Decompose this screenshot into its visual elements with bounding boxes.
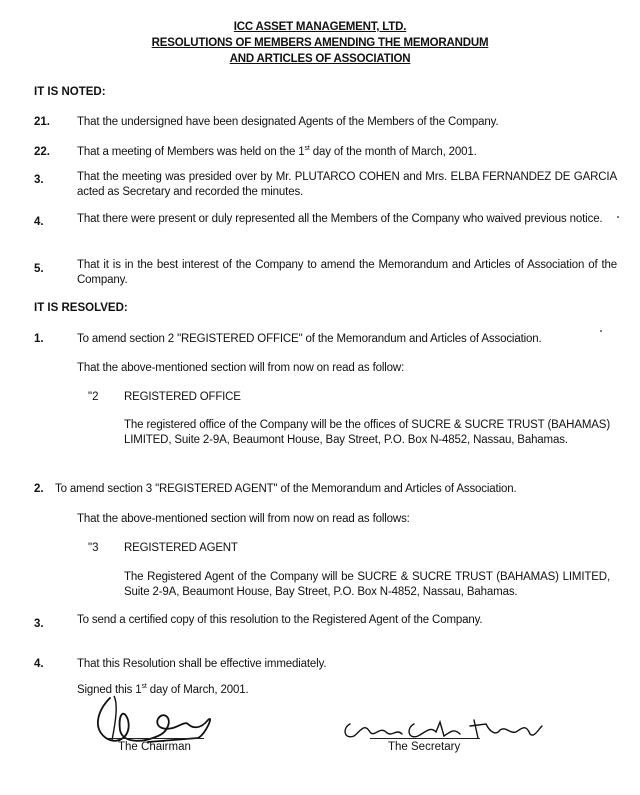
chairman-label: The Chairman xyxy=(118,741,191,753)
amended-section-number: "3 xyxy=(88,542,99,554)
secretary-label: The Secretary xyxy=(388,741,461,753)
noted-item-number: 22. xyxy=(34,146,50,158)
resolved-label: IT IS RESOLVED: xyxy=(34,302,128,314)
noted-item-text: That a meeting of Members was held on the 1st day of the month of March, 2001. xyxy=(77,145,477,158)
resolution-title-line-2: AND ARTICLES OF ASSOCIATION xyxy=(229,53,411,65)
scan-speck xyxy=(600,330,602,332)
resolved-item-number: 1. xyxy=(34,333,44,345)
noted-item-text: That there were present or duly represented all the Members of the Company who waived previous notice. xyxy=(77,213,603,225)
amended-section-title: REGISTERED AGENT xyxy=(124,542,238,554)
resolved-item-text: That this Resolution shall be effective immediately. xyxy=(77,658,327,670)
resolved-item-number: 2. xyxy=(34,483,44,495)
resolved-item-text: To send a certified copy of this resolution to the Registered Agent of the Company. xyxy=(77,614,483,626)
noted-label: IT IS NOTED: xyxy=(34,86,106,98)
signed-date-line: Signed this 1st day of March, 2001. xyxy=(77,683,249,696)
resolved-item-intro: That the above-mentioned section will from now on read as follow: xyxy=(77,362,405,374)
amended-section-text: The Registered Agent of the Company will be SUCRE & SUCRE TRUST (BAHAMAS) LIMITED, Suite 2-9A, Beaumont House, Bay Street, P.O. Box N-4852, Nassau, Bahamas. xyxy=(124,571,610,598)
amended-section-title: REGISTERED OFFICE xyxy=(124,391,241,403)
resolved-item-number: 3. xyxy=(34,618,44,630)
resolved-item-text: To amend section 2 "REGISTERED OFFICE" of the Memorandum and Articles of Association. xyxy=(77,333,542,345)
noted-item-text: That it is in the best interest of the Company to amend the Memorandum and Articles of Association of the Company. xyxy=(77,259,617,286)
noted-item-number: 5. xyxy=(34,263,44,275)
noted-item-text: That the undersigned have been designated Agents of the Members of the Company. xyxy=(77,116,499,128)
amended-section-text: The registered office of the Company will be the offices of SUCRE & SUCRE TRUST (BAHAMAS) LIMITED, Suite 2-9A, Beaumont House, Bay Street, P.O. Box N-4852, Nassau, Bahamas. xyxy=(124,419,610,446)
noted-item-number: 21. xyxy=(34,116,50,128)
chairman-signature-line xyxy=(108,738,204,739)
company-name-heading: ICC ASSET MANAGEMENT, LTD. xyxy=(233,21,407,33)
noted-item-number: 4. xyxy=(34,216,44,228)
resolved-item-text: To amend section 3 "REGISTERED AGENT" of the Memorandum and Articles of Association. xyxy=(55,483,517,495)
resolution-title-line-1: RESOLUTIONS OF MEMBERS AMENDING THE MEMORANDUM xyxy=(151,37,489,49)
secretary-signature-line xyxy=(370,738,480,739)
noted-item-number: 3. xyxy=(34,174,44,186)
amended-section-number: "2 xyxy=(88,391,99,403)
resolved-item-intro: That the above-mentioned section will from now on read as follows: xyxy=(77,513,410,525)
noted-item-text: That the meeting was presided over by Mr. PLUTARCO COHEN and Mrs. ELBA FERNANDEZ DE GARCIA acted as Secretary and recorded the minutes. xyxy=(77,171,617,198)
scan-speck xyxy=(617,216,619,218)
resolved-item-number: 4. xyxy=(34,658,44,670)
